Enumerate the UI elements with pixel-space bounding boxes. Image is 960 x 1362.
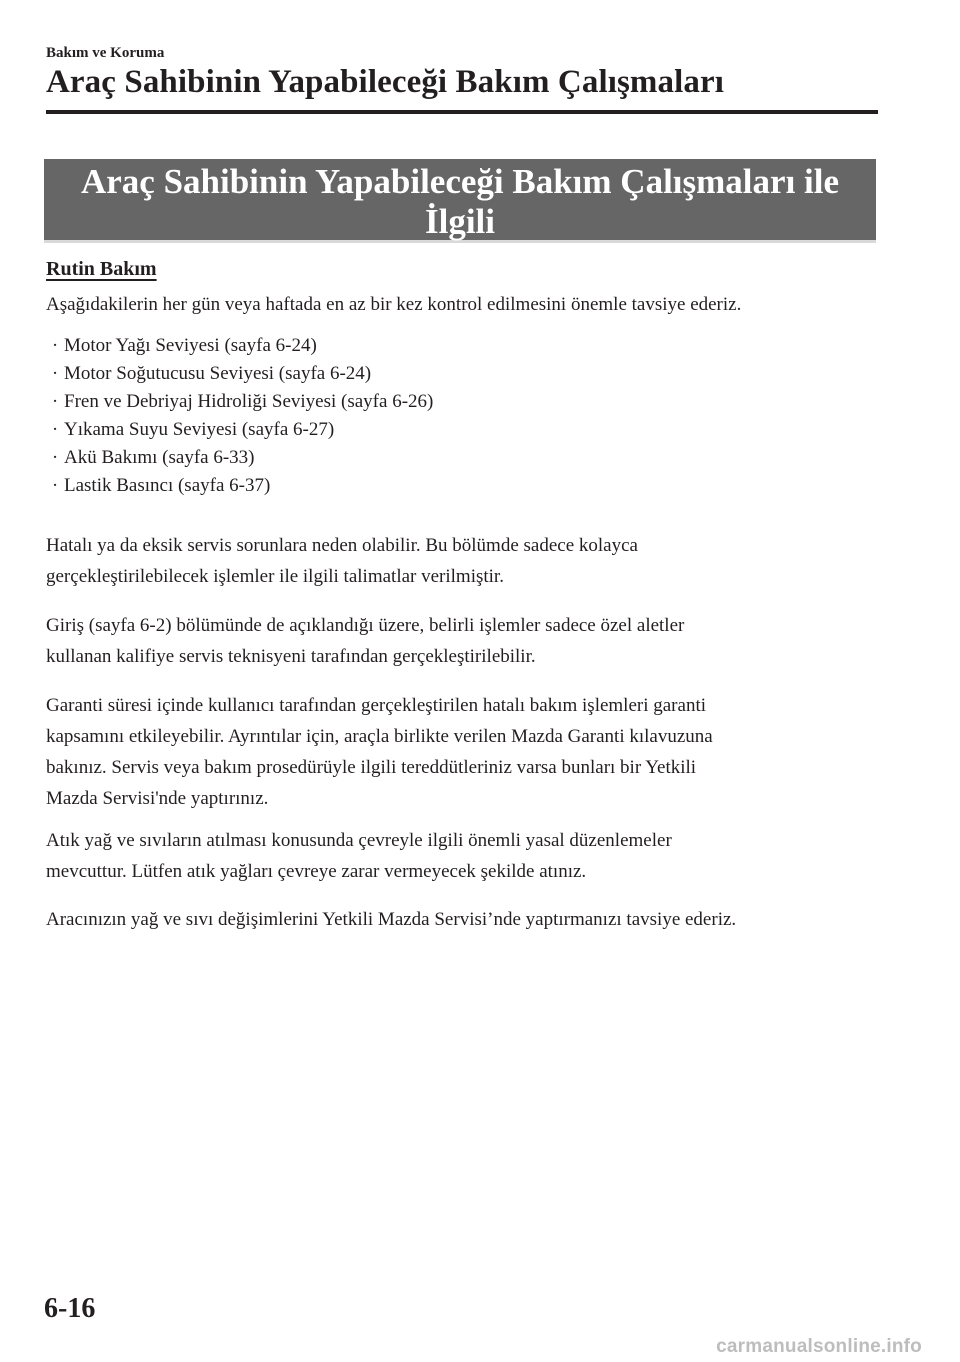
bullet-dot-icon: · bbox=[51, 447, 59, 468]
paragraph-qualified-technician bbox=[46, 610, 886, 672]
paragraph-line: bakınız. Servis veya bakım prosedürüyle ilgili tereddütleriniz varsa bunları bir Yetkili bbox=[46, 757, 697, 778]
banner-title-line-1: Araç Sahibinin Yapabileceği Bakım Çalışmaları ile İlgili bbox=[80, 162, 840, 241]
section-kicker: Bakım ve Koruma bbox=[46, 45, 165, 61]
checklist-item-text: Lastik Basıncı (sayfa 6-37) bbox=[64, 475, 271, 496]
paragraph-line: Giriş (sayfa 6-2) bölümünde de açıklandığı üzere, belirli işlemler sadece özel aletler bbox=[46, 615, 685, 636]
paragraph-disposal bbox=[46, 825, 886, 887]
page-number: 6-16 bbox=[44, 1293, 96, 1324]
bullet-dot-icon: · bbox=[51, 475, 59, 496]
paragraph-line: kapsamını etkileyebilir. Ayrıntılar için, araçla birlikte verilen Mazda Garanti kılavuzuna bbox=[46, 726, 713, 747]
paragraph-recommendation bbox=[46, 904, 886, 935]
bullet-dot-icon: · bbox=[51, 335, 59, 356]
intro-text: Aşağıdakilerin her gün veya haftada en az bir kez kontrol edilmesini önemle tavsiye ederiz. bbox=[46, 294, 742, 315]
checklist-item bbox=[46, 332, 433, 360]
paragraph-warranty bbox=[46, 690, 886, 814]
checklist-item bbox=[46, 416, 433, 444]
subheading-routine-maintenance: Rutin Bakım bbox=[46, 258, 157, 280]
paragraph-line: Garanti süresi içinde kullanıcı tarafından gerçekleştirilen hatalı bakım işlemleri garanti bbox=[46, 695, 706, 716]
bullet-dot-icon: · bbox=[51, 419, 59, 440]
checklist-item-text: Motor Yağı Seviyesi (sayfa 6-24) bbox=[64, 335, 317, 356]
chapter-title: Araç Sahibinin Yapabileceği Bakım Çalışmaları bbox=[46, 64, 725, 100]
checklist-item bbox=[46, 444, 433, 472]
bullet-dot-icon: · bbox=[51, 363, 59, 384]
checklist-item bbox=[46, 472, 433, 500]
checklist-item-text: Fren ve Debriyaj Hidroliği Seviyesi (sayfa 6-26) bbox=[64, 391, 434, 412]
checklist-item-text: Akü Bakımı (sayfa 6-33) bbox=[64, 447, 255, 468]
paragraph-line: Aracınızın yağ ve sıvı değişimlerini Yetkili Mazda Servisi’nde yaptırmanızı tavsiye ederiz. bbox=[46, 909, 737, 930]
paragraph-line: gerçekleştirilebilecek işlemler ile ilgili talimatlar verilmiştir. bbox=[46, 566, 504, 587]
paragraph-line: kullanan kalifiye servis teknisyeni tarafından gerçekleştirilebilir. bbox=[46, 646, 536, 667]
paragraph-service-warning bbox=[46, 530, 886, 592]
checklist-item bbox=[46, 360, 433, 388]
paragraph-line: Hatalı ya da eksik servis sorunlara neden olabilir. Bu bölümde sadece kolayca bbox=[46, 535, 638, 556]
checklist-item-text: Motor Soğutucusu Seviyesi (sayfa 6-24) bbox=[64, 363, 372, 384]
title-divider bbox=[46, 110, 878, 114]
watermark: carmanualsonline.info bbox=[716, 1336, 922, 1357]
paragraph-line: Mazda Servisi'nde yaptırınız. bbox=[46, 788, 269, 809]
paragraph-line: Atık yağ ve sıvıların atılması konusunda çevreyle ilgili önemli yasal düzenlemeler bbox=[46, 830, 672, 851]
checklist-item bbox=[46, 388, 433, 416]
bullet-dot-icon: · bbox=[51, 391, 59, 412]
banner-title-line-2: Uyarılar bbox=[395, 242, 525, 281]
checklist-item-text: Yıkama Suyu Seviyesi (sayfa 6-27) bbox=[64, 419, 335, 440]
paragraph-line: mevcuttur. Lütfen atık yağları çevreye zarar vermeyecek şekilde atınız. bbox=[46, 861, 587, 882]
maintenance-checklist bbox=[46, 332, 433, 500]
